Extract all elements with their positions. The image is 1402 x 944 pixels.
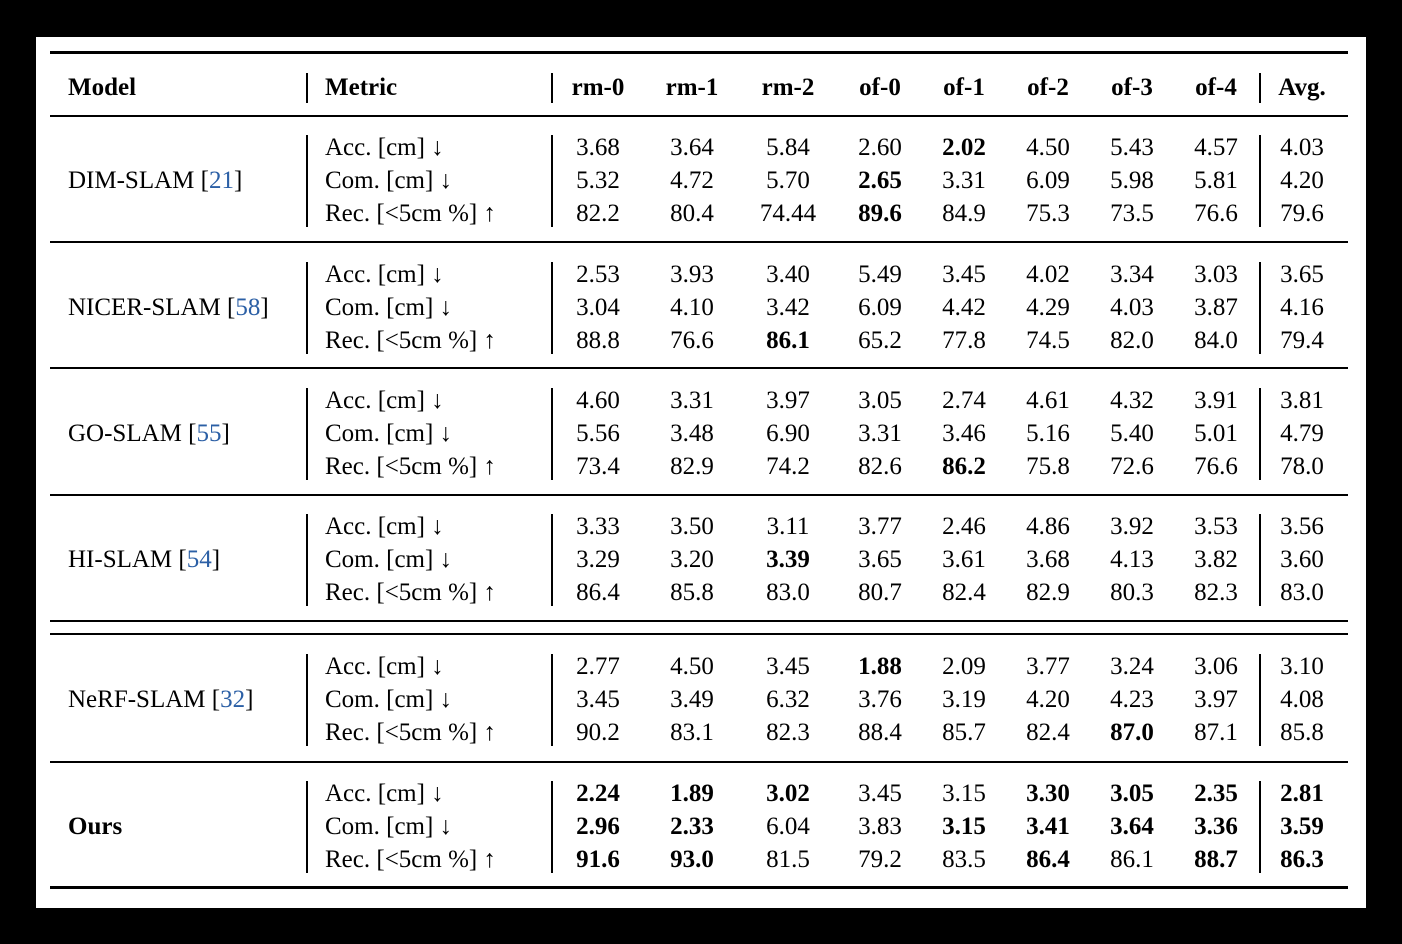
metric-label: Acc. [cm] ↓: [325, 134, 444, 161]
table-cell: 82.0: [1110, 327, 1154, 354]
column-divider: [551, 73, 553, 103]
table-cell: 6.09: [1026, 167, 1070, 194]
table-cell: 3.33: [576, 513, 620, 540]
model-label: GO-SLAM [: [68, 420, 197, 447]
table-cell: 3.15: [942, 813, 986, 840]
column-divider: [306, 654, 308, 746]
table-cell: 3.31: [942, 167, 986, 194]
table-cell: 82.3: [766, 719, 810, 746]
table-cell: 84.0: [1194, 327, 1238, 354]
model-label: ]: [211, 546, 221, 573]
citation-link[interactable]: 58: [235, 294, 261, 321]
header-metric: Metric: [325, 74, 398, 101]
metric-label: Acc. [cm] ↓: [325, 653, 444, 680]
model-label: Ours: [68, 813, 123, 840]
table-cell: 81.5: [766, 846, 810, 873]
table-cell: 82.2: [576, 200, 620, 227]
table-cell: 5.40: [1110, 420, 1154, 447]
avg-cell: 85.8: [1280, 719, 1324, 746]
table-cell: 3.76: [858, 686, 902, 713]
table-cell: 5.49: [858, 261, 902, 288]
model-label: HI-SLAM [: [68, 546, 187, 573]
table-cell: 2.09: [942, 653, 986, 680]
table-cell: 4.32: [1110, 387, 1154, 414]
table-cell: 74.44: [759, 200, 817, 227]
table-cell: 3.04: [576, 294, 620, 321]
table-cell: 4.10: [670, 294, 714, 321]
group-rule: [50, 241, 1348, 243]
model-label: ]: [221, 420, 230, 447]
avg-cell: 3.10: [1280, 653, 1324, 680]
model-name: [68, 291, 269, 324]
avg-cell: 3.65: [1280, 261, 1324, 288]
table-cell: 75.8: [1026, 453, 1070, 480]
table-cell: 4.20: [1026, 686, 1070, 713]
table-cell: 86.4: [1026, 846, 1070, 873]
table-cell: 3.36: [1194, 813, 1238, 840]
table-cell: 2.65: [858, 167, 902, 194]
model-name: [68, 810, 122, 843]
metric-label: Acc. [cm] ↓: [325, 261, 444, 288]
citation-link[interactable]: 55: [196, 420, 222, 447]
table-cell: 75.3: [1026, 200, 1070, 227]
metric-label: Rec. [<5cm %] ↑: [325, 327, 496, 354]
table-cell: 74.5: [1026, 327, 1070, 354]
results-table: [36, 37, 1366, 908]
table-cell: 76.6: [1194, 200, 1238, 227]
table-cell: 2.02: [942, 134, 986, 161]
header-model: Model: [68, 74, 137, 101]
metric-label: Rec. [<5cm %] ↑: [325, 579, 496, 606]
table-cell: 5.81: [1194, 167, 1238, 194]
table-cell: 84.9: [942, 200, 986, 227]
table-cell: 73.5: [1110, 200, 1154, 227]
table-cell: 4.03: [1110, 294, 1154, 321]
table-cell: 6.09: [858, 294, 902, 321]
metric-label: Acc. [cm] ↓: [325, 513, 444, 540]
table-cell: 4.50: [1026, 134, 1070, 161]
table-cell: 3.45: [576, 686, 620, 713]
table-cell: 3.64: [670, 134, 714, 161]
table-cell: 82.4: [1026, 719, 1070, 746]
metric-label: Com. [cm] ↓: [325, 813, 453, 840]
table-cell: 3.45: [766, 653, 810, 680]
table-cell: 2.46: [942, 513, 986, 540]
table-cell: 3.97: [1194, 686, 1238, 713]
table-cell: 3.29: [576, 546, 620, 573]
avg-cell: 79.4: [1280, 327, 1324, 354]
group-rule: [50, 886, 1348, 889]
table-cell: 2.53: [576, 261, 620, 288]
model-name: [68, 417, 230, 450]
table-cell: 3.03: [1194, 261, 1238, 288]
avg-cell: 4.79: [1280, 420, 1324, 447]
table-cell: 3.65: [858, 546, 902, 573]
table-cell: 3.50: [670, 513, 714, 540]
table-cell: 3.31: [670, 387, 714, 414]
table-cell: 4.72: [670, 167, 714, 194]
column-divider: [306, 514, 308, 606]
table-cell: 3.64: [1110, 813, 1154, 840]
model-label: ]: [233, 167, 243, 194]
table-cell: 3.83: [858, 813, 902, 840]
citation-link[interactable]: 21: [208, 167, 234, 194]
table-cell: 87.0: [1110, 719, 1154, 746]
avg-cell: 4.20: [1280, 167, 1324, 194]
metric-label: Rec. [<5cm %] ↑: [325, 453, 496, 480]
model-label: NeRF-SLAM [: [68, 686, 221, 713]
table-cell: 5.56: [576, 420, 620, 447]
table-cell: 88.8: [576, 327, 620, 354]
table-cell: 3.49: [670, 686, 714, 713]
column-divider: [306, 135, 308, 227]
table-cell: 85.8: [670, 579, 714, 606]
table-cell: 79.2: [858, 846, 902, 873]
avg-cell: 3.56: [1280, 513, 1324, 540]
group-rule: [50, 633, 1348, 635]
citation-link[interactable]: 32: [220, 686, 246, 713]
table-cell: 76.6: [670, 327, 714, 354]
table-cell: 4.29: [1026, 294, 1070, 321]
metric-label: Com. [cm] ↓: [325, 686, 453, 713]
header-scene: rm-1: [665, 74, 719, 101]
metric-label: Com. [cm] ↓: [325, 294, 453, 321]
avg-cell: 4.16: [1280, 294, 1324, 321]
table-cell: 77.8: [942, 327, 986, 354]
table-cell: 4.50: [670, 653, 714, 680]
table-cell: 2.74: [942, 387, 986, 414]
table-cell: 3.15: [942, 780, 986, 807]
metric-label: Rec. [<5cm %] ↑: [325, 719, 496, 746]
header-scene: rm-0: [571, 74, 625, 101]
citation-link[interactable]: 54: [186, 546, 212, 573]
table-cell: 3.48: [670, 420, 714, 447]
metric-label: Com. [cm] ↓: [325, 167, 453, 194]
table-cell: 6.90: [766, 420, 810, 447]
table-cell: 82.3: [1194, 579, 1238, 606]
table-cell: 80.7: [858, 579, 902, 606]
model-label: NICER-SLAM [: [68, 294, 236, 321]
table-cell: 83.5: [942, 846, 986, 873]
table-cell: 4.23: [1110, 686, 1154, 713]
header-scene: of-1: [943, 74, 985, 101]
table-cell: 1.88: [858, 653, 902, 680]
group-rule: [50, 761, 1348, 763]
table-cell: 4.13: [1110, 546, 1154, 573]
avg-cell: 4.08: [1280, 686, 1324, 713]
table-cell: 5.16: [1026, 420, 1070, 447]
table-cell: 3.19: [942, 686, 986, 713]
table-cell: 87.1: [1194, 719, 1238, 746]
header-avg: Avg.: [1278, 74, 1326, 101]
table-cell: 3.53: [1194, 513, 1238, 540]
table-cell: 3.06: [1194, 653, 1238, 680]
table-cell: 82.6: [858, 453, 902, 480]
table-cell: 3.41: [1026, 813, 1070, 840]
table-cell: 2.33: [670, 813, 714, 840]
table-cell: 5.32: [576, 167, 620, 194]
model-name: [68, 543, 220, 576]
table-cell: 3.11: [766, 513, 810, 540]
table-cell: 86.4: [576, 579, 620, 606]
model-label: ]: [260, 294, 269, 321]
table-cell: 3.45: [858, 780, 902, 807]
table-cell: 2.35: [1194, 780, 1238, 807]
table-cell: 88.4: [858, 719, 902, 746]
table-cell: 5.01: [1194, 420, 1238, 447]
header-scene: of-2: [1027, 74, 1069, 101]
table-cell: 93.0: [670, 846, 714, 873]
avg-cell: 83.0: [1280, 579, 1324, 606]
table-cell: 3.05: [1110, 780, 1154, 807]
table-cell: 3.31: [858, 420, 902, 447]
table-cell: 3.68: [1026, 546, 1070, 573]
header-scene: of-3: [1111, 74, 1153, 101]
table-cell: 4.61: [1026, 387, 1070, 414]
table-cell: 3.77: [858, 513, 902, 540]
table-cell: 3.05: [858, 387, 902, 414]
table-cell: 80.3: [1110, 579, 1154, 606]
table-cell: 4.42: [942, 294, 986, 321]
table-cell: 3.34: [1110, 261, 1154, 288]
header-scene: rm-2: [761, 74, 815, 101]
table-cell: 85.7: [942, 719, 986, 746]
table-cell: 86.1: [1110, 846, 1154, 873]
table-cell: 65.2: [858, 327, 902, 354]
table-cell: 2.96: [576, 813, 620, 840]
avg-cell: 78.0: [1280, 453, 1324, 480]
table-cell: 3.97: [766, 387, 810, 414]
table-cell: 74.2: [766, 453, 810, 480]
avg-cell: 86.3: [1280, 846, 1324, 873]
table-cell: 4.02: [1026, 261, 1070, 288]
table-cell: 82.9: [1026, 579, 1070, 606]
group-rule: [50, 367, 1348, 369]
table-cell: 86.1: [766, 327, 810, 354]
table-cell: 3.24: [1110, 653, 1154, 680]
metric-label: Rec. [<5cm %] ↑: [325, 200, 496, 227]
model-name: [68, 164, 242, 197]
table-cell: 3.93: [670, 261, 714, 288]
table-cell: 3.02: [766, 780, 810, 807]
table-cell: 3.42: [766, 294, 810, 321]
column-divider: [306, 388, 308, 480]
column-divider: [1259, 73, 1261, 103]
group-rule: [50, 494, 1348, 496]
avg-cell: 3.59: [1280, 813, 1324, 840]
table-cell: 3.87: [1194, 294, 1238, 321]
table-cell: 86.2: [942, 453, 986, 480]
metric-label: Com. [cm] ↓: [325, 546, 453, 573]
table-cell: 3.82: [1194, 546, 1238, 573]
avg-cell: 2.81: [1280, 780, 1324, 807]
table-cell: 2.24: [576, 780, 620, 807]
table-cell: 89.6: [858, 200, 902, 227]
table-cell: 83.1: [670, 719, 714, 746]
metric-label: Rec. [<5cm %] ↑: [325, 846, 496, 873]
table-cell: 3.92: [1110, 513, 1154, 540]
metric-label: Acc. [cm] ↓: [325, 780, 444, 807]
model-label: ]: [245, 686, 254, 713]
model-label: DIM-SLAM [: [68, 167, 209, 194]
table-cell: 2.60: [858, 134, 902, 161]
table-cell: 2.77: [576, 653, 620, 680]
table-cell: 83.0: [766, 579, 810, 606]
table-cell: 1.89: [670, 780, 714, 807]
table-cell: 3.77: [1026, 653, 1070, 680]
avg-cell: 3.60: [1280, 546, 1324, 573]
header-scene: of-4: [1195, 74, 1237, 101]
group-rule: [50, 620, 1348, 622]
column-divider: [306, 781, 308, 873]
column-divider: [306, 73, 308, 103]
table-cell: 5.98: [1110, 167, 1154, 194]
table-cell: 3.39: [766, 546, 810, 573]
table-cell: 3.40: [766, 261, 810, 288]
metric-label: Acc. [cm] ↓: [325, 387, 444, 414]
table-cell: 6.04: [766, 813, 810, 840]
metric-label: Com. [cm] ↓: [325, 420, 453, 447]
table-cell: 80.4: [670, 200, 714, 227]
table-cell: 3.20: [670, 546, 714, 573]
table-cell: 90.2: [576, 719, 620, 746]
table-cell: 5.43: [1110, 134, 1154, 161]
table-cell: 4.86: [1026, 513, 1070, 540]
header-rule: [50, 115, 1348, 117]
table-cell: 88.7: [1194, 846, 1238, 873]
table-cell: 3.45: [942, 261, 986, 288]
top-rule: [50, 51, 1348, 54]
table-cell: 91.6: [576, 846, 620, 873]
table-cell: 72.6: [1110, 453, 1154, 480]
table-cell: 3.46: [942, 420, 986, 447]
table-cell: 3.68: [576, 134, 620, 161]
table-cell: 5.70: [766, 167, 810, 194]
table-cell: 73.4: [576, 453, 620, 480]
table-cell: 3.91: [1194, 387, 1238, 414]
table-cell: 76.6: [1194, 453, 1238, 480]
avg-cell: 4.03: [1280, 134, 1324, 161]
model-name: [68, 683, 253, 716]
column-divider: [306, 262, 308, 354]
table-cell: 5.84: [766, 134, 810, 161]
header-scene: of-0: [859, 74, 901, 101]
table-cell: 6.32: [766, 686, 810, 713]
avg-cell: 79.6: [1280, 200, 1324, 227]
table-cell: 3.30: [1026, 780, 1070, 807]
table-cell: 4.60: [576, 387, 620, 414]
table-cell: 82.9: [670, 453, 714, 480]
avg-cell: 3.81: [1280, 387, 1324, 414]
table-cell: 3.61: [942, 546, 986, 573]
table-cell: 82.4: [942, 579, 986, 606]
table-cell: 4.57: [1194, 134, 1238, 161]
